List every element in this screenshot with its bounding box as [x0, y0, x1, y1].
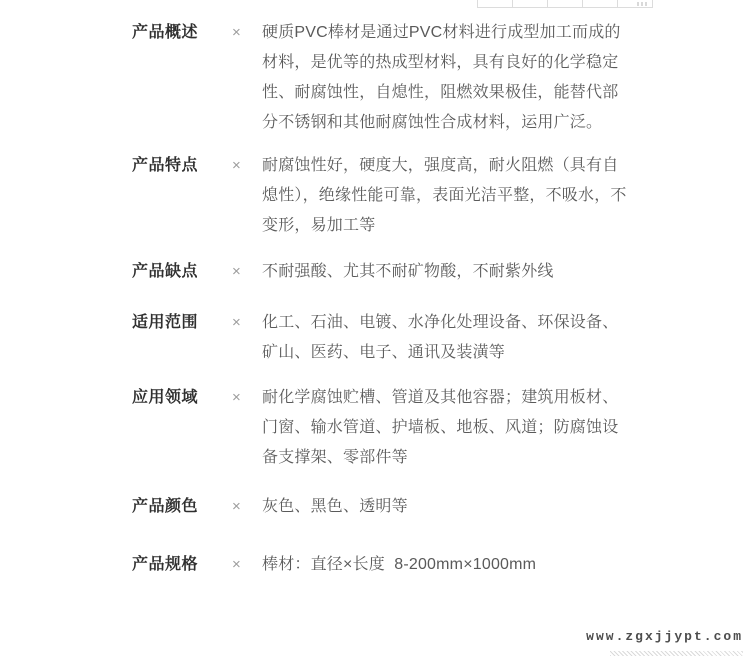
spec-label: 应用领域	[132, 389, 199, 406]
spec-label: 产品缺点	[132, 263, 199, 280]
spec-label: 产品颜色	[132, 498, 199, 515]
spec-label: 产品概述	[132, 24, 199, 41]
multiply-separator-icon: ×	[232, 314, 241, 331]
spec-row-applications	[132, 383, 747, 473]
spec-row-scope	[132, 308, 747, 368]
multiply-separator-icon: ×	[232, 389, 241, 406]
multiply-separator-icon: ×	[232, 157, 241, 174]
spec-text: 耐化学腐蚀贮槽、管道及其他容器；建筑用板材、门窗、输水管道、护墙板、地板、风道；防腐蚀设备支撑架、零部件等	[262, 389, 619, 466]
multiply-separator-icon: ×	[232, 24, 241, 41]
spec-label: 适用范围	[132, 314, 199, 331]
spec-row-drawbacks	[132, 257, 747, 287]
spec-text: 硬质PVC棒材是通过PVC材料进行成型加工而成的材料，是优等的热成型材料，具有良好的化学稳定性、耐腐蚀性，自熄性，阻燃效果极佳，能替代部分不锈钢和其他耐腐蚀性合成材料，运用广泛。	[262, 24, 621, 131]
multiply-separator-icon: ×	[232, 263, 241, 280]
spec-label: 产品特点	[132, 157, 199, 174]
multiply-separator-icon: ×	[232, 498, 241, 515]
spec-row-features	[132, 151, 747, 241]
spec-text: 灰色、黑色、透明等	[262, 498, 408, 515]
watermark-hatch-strip	[610, 651, 743, 656]
spec-text: 不耐强酸、尤其不耐矿物酸，不耐紫外线	[262, 263, 554, 280]
spec-label: 产品规格	[132, 556, 199, 573]
spec-text: 棒材：直径×长度 8-200mm×1000mm	[262, 556, 537, 573]
spec-text: 化工、石油、电镀、水净化处理设备、环保设备、矿山、医药、电子、通讯及装潢等	[262, 314, 619, 361]
spec-text: 耐腐蚀性好，硬度大，强度高，耐火阻燃（具有自熄性），绝缘性能可靠，表面光洁平整，不吸水，不变形，易加工等	[262, 157, 627, 234]
spec-row-colors	[132, 492, 747, 522]
multiply-separator-icon: ×	[232, 556, 241, 573]
spec-row-overview	[132, 18, 747, 138]
spec-row-dimensions	[132, 550, 747, 580]
watermark-url: www.zgxjjypt.com	[586, 629, 743, 644]
